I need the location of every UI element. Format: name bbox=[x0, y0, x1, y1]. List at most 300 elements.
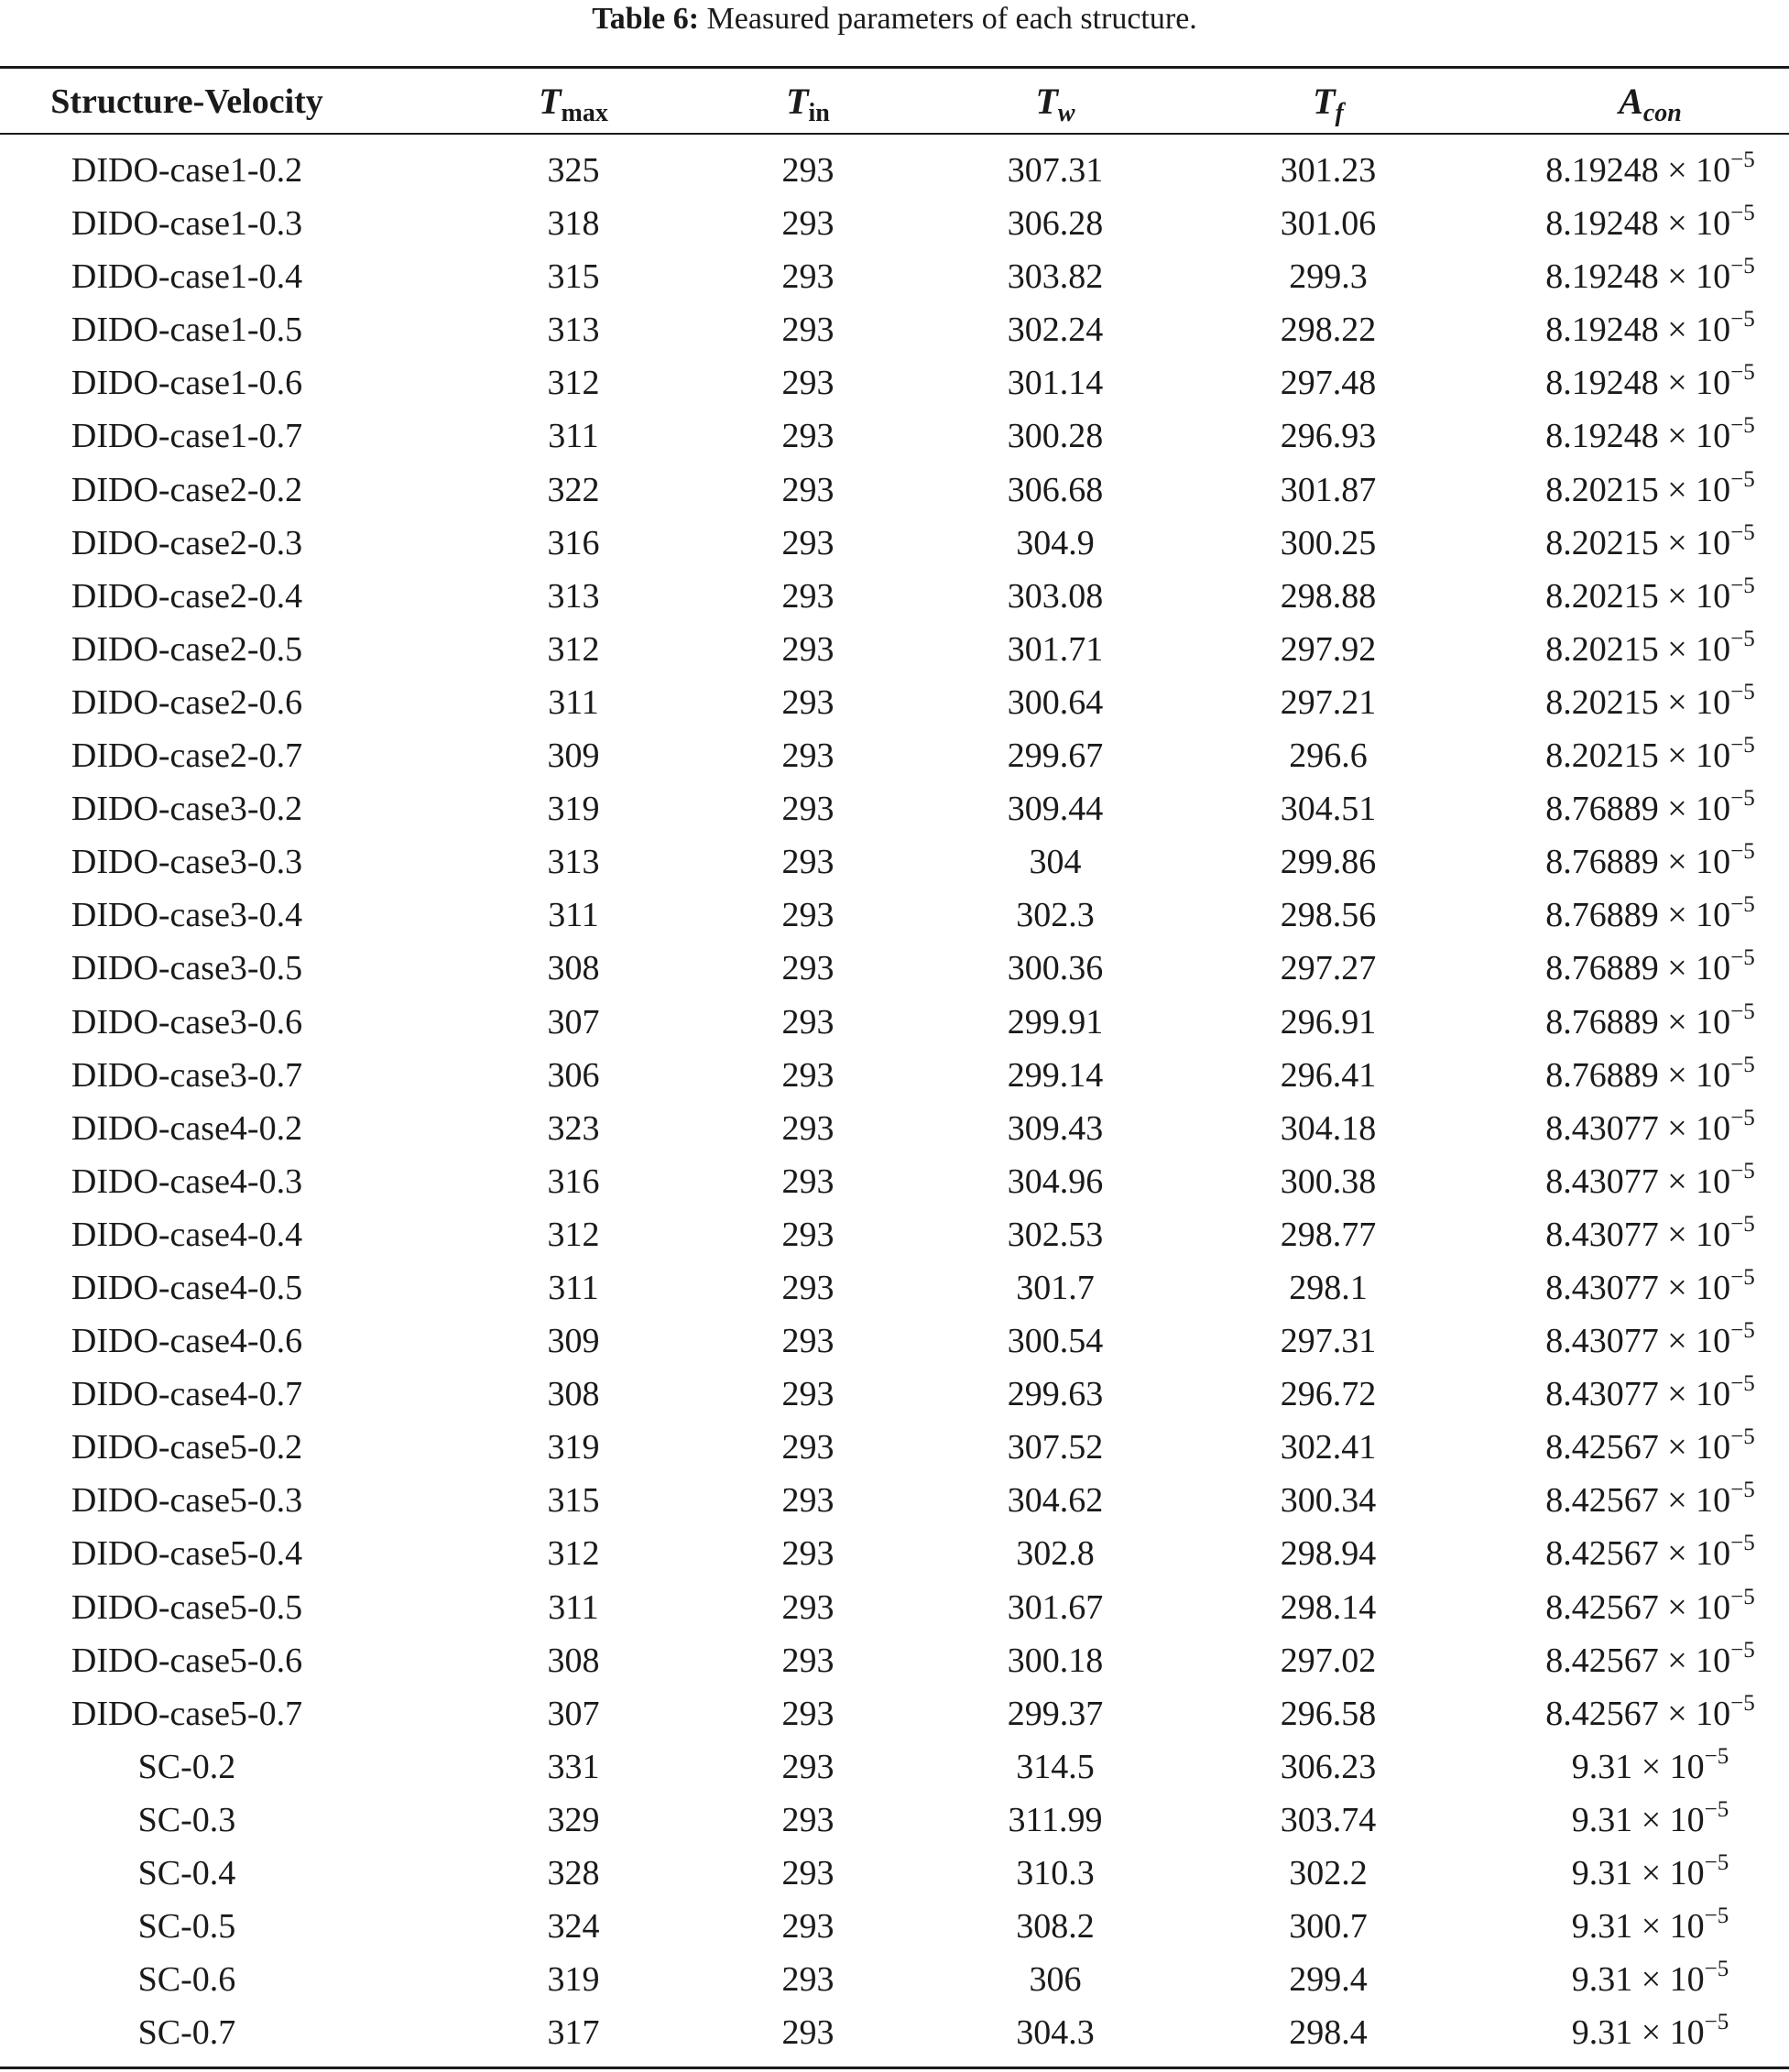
tin-cell: 293 bbox=[781, 204, 835, 244]
tw-cell: 302.53 bbox=[1007, 1215, 1104, 1254]
structure-velocity-cell: DIDO-case2-0.6 bbox=[71, 682, 303, 722]
tw-cell: 310.3 bbox=[1016, 1854, 1095, 1892]
tf-cell: 299.3 bbox=[1289, 257, 1368, 297]
tf-cell: 301.23 bbox=[1280, 151, 1377, 190]
table-header-rule bbox=[0, 133, 1789, 135]
tmax-cell: 312 bbox=[547, 1534, 600, 1574]
acon-cell bbox=[1511, 1847, 1789, 1900]
tf-cell: 297.27 bbox=[1280, 949, 1377, 988]
acon-mantissa: 8.76889 × 10 bbox=[1545, 843, 1731, 882]
acon-cell bbox=[1511, 1368, 1789, 1421]
acon-mantissa: 8.20215 × 10 bbox=[1545, 523, 1731, 562]
acon-mantissa: 8.76889 × 10 bbox=[1545, 949, 1731, 988]
tmax-cell: 331 bbox=[547, 1747, 600, 1786]
table-row bbox=[0, 197, 1789, 250]
acon-exponent: −5 bbox=[1730, 254, 1755, 279]
tin-cell: 293 bbox=[781, 1960, 835, 2000]
acon-exponent: −5 bbox=[1704, 2010, 1729, 2035]
acon-cell bbox=[1511, 517, 1789, 570]
structure-velocity-cell: DIDO-case4-0.3 bbox=[71, 1161, 303, 1201]
tmax-cell: 311 bbox=[548, 896, 599, 935]
acon-mantissa: 8.76889 × 10 bbox=[1545, 1002, 1731, 1041]
tin-cell: 293 bbox=[781, 1907, 835, 1947]
tf-cell: 296.72 bbox=[1280, 1375, 1377, 1414]
structure-velocity-cell: DIDO-case5-0.7 bbox=[71, 1694, 303, 1733]
table-row bbox=[0, 996, 1789, 1049]
acon-cell bbox=[1511, 1421, 1789, 1474]
acon-mantissa: 8.42567 × 10 bbox=[1545, 1641, 1731, 1680]
table-row bbox=[0, 782, 1789, 835]
tmax-cell: 319 bbox=[547, 790, 600, 829]
tw-cell: 303.82 bbox=[1007, 257, 1104, 297]
tf-cell: 298.56 bbox=[1280, 896, 1377, 935]
tf-cell: 302.41 bbox=[1280, 1428, 1377, 1467]
structure-velocity-cell: SC-0.6 bbox=[137, 1960, 236, 2000]
tw-cell: 299.37 bbox=[1007, 1694, 1104, 1733]
acon-cell bbox=[1511, 1261, 1789, 1314]
acon-cell bbox=[1511, 1953, 1789, 2006]
acon-mantissa: 8.20215 × 10 bbox=[1545, 682, 1731, 722]
tf-cell: 300.7 bbox=[1289, 1907, 1368, 1947]
table-row bbox=[0, 889, 1789, 942]
tin-cell: 293 bbox=[781, 2013, 835, 2053]
tw-cell: 299.67 bbox=[1007, 736, 1104, 776]
acon-mantissa: 8.43077 × 10 bbox=[1545, 1322, 1731, 1361]
tmax-cell: 308 bbox=[547, 1375, 600, 1414]
acon-mantissa: 8.19248 × 10 bbox=[1545, 417, 1731, 456]
table-row bbox=[0, 1049, 1789, 1102]
tf-cell: 306.23 bbox=[1280, 1747, 1377, 1786]
tin-cell: 293 bbox=[781, 1747, 835, 1786]
tin-cell: 293 bbox=[781, 151, 835, 190]
tin-cell: 293 bbox=[781, 949, 835, 988]
tw-cell: 304 bbox=[1029, 843, 1082, 882]
structure-velocity-cell: DIDO-case1-0.2 bbox=[71, 151, 303, 190]
tw-cell: 299.14 bbox=[1007, 1055, 1104, 1095]
tmax-cell: 315 bbox=[547, 257, 600, 297]
tw-cell: 306 bbox=[1029, 1960, 1082, 2000]
acon-exponent: −5 bbox=[1704, 1850, 1729, 1875]
acon-mantissa: 8.42567 × 10 bbox=[1545, 1481, 1731, 1521]
structure-velocity-cell: DIDO-case1-0.6 bbox=[71, 364, 303, 403]
tf-cell: 297.31 bbox=[1280, 1322, 1377, 1361]
tw-cell: 300.64 bbox=[1007, 682, 1104, 722]
table-row bbox=[0, 409, 1789, 463]
tin-cell: 293 bbox=[781, 1322, 835, 1361]
table-row bbox=[0, 1634, 1789, 1687]
tin-cell: 293 bbox=[781, 1800, 835, 1839]
acon-cell bbox=[1511, 1208, 1789, 1261]
tw-cell: 300.36 bbox=[1007, 949, 1104, 988]
acon-cell bbox=[1511, 623, 1789, 676]
tf-cell: 296.6 bbox=[1289, 736, 1368, 776]
table-row bbox=[0, 1421, 1789, 1474]
tin-cell: 293 bbox=[781, 1694, 835, 1733]
table-row bbox=[0, 1794, 1789, 1847]
acon-cell bbox=[1511, 676, 1789, 729]
acon-cell bbox=[1511, 1314, 1789, 1368]
acon-cell bbox=[1511, 889, 1789, 942]
structure-velocity-cell: DIDO-case1-0.3 bbox=[71, 204, 303, 244]
acon-exponent: −5 bbox=[1730, 201, 1755, 226]
tf-cell: 299.4 bbox=[1289, 1960, 1368, 2000]
structure-velocity-cell: DIDO-case3-0.4 bbox=[71, 896, 303, 935]
table-row bbox=[0, 623, 1789, 676]
tmax-cell: 311 bbox=[548, 417, 599, 456]
acon-mantissa: 8.19248 × 10 bbox=[1545, 311, 1731, 350]
header-tin-subscript: in bbox=[808, 99, 830, 127]
tmax-cell: 318 bbox=[547, 204, 600, 244]
tw-cell: 299.63 bbox=[1007, 1375, 1104, 1414]
header-tin bbox=[702, 73, 914, 130]
acon-exponent: −5 bbox=[1730, 1478, 1755, 1503]
tmax-cell: 309 bbox=[547, 1322, 600, 1361]
table-row bbox=[0, 1155, 1789, 1208]
acon-mantissa: 8.42567 × 10 bbox=[1545, 1428, 1731, 1467]
structure-velocity-cell: DIDO-case3-0.3 bbox=[71, 843, 303, 882]
structure-velocity-cell: DIDO-case5-0.2 bbox=[71, 1428, 303, 1467]
tmax-cell: 322 bbox=[547, 470, 600, 509]
acon-exponent: −5 bbox=[1730, 360, 1755, 386]
acon-exponent: −5 bbox=[1730, 1158, 1755, 1183]
tin-cell: 293 bbox=[781, 523, 835, 562]
acon-mantissa: 8.76889 × 10 bbox=[1545, 790, 1731, 829]
header-structure-velocity: Structure-Velocity bbox=[50, 82, 323, 121]
tf-cell: 299.86 bbox=[1280, 843, 1377, 882]
tw-cell: 299.91 bbox=[1007, 1002, 1104, 1041]
structure-velocity-cell: SC-0.2 bbox=[137, 1747, 236, 1786]
tin-cell: 293 bbox=[781, 1534, 835, 1574]
tin-cell: 293 bbox=[781, 364, 835, 403]
tf-cell: 298.22 bbox=[1280, 311, 1377, 350]
table-row bbox=[0, 1900, 1789, 1953]
header-tmax-subscript: max bbox=[561, 99, 608, 127]
tmax-cell: 319 bbox=[547, 1428, 600, 1467]
tin-cell: 293 bbox=[781, 1002, 835, 1041]
acon-exponent: −5 bbox=[1730, 307, 1755, 333]
acon-exponent: −5 bbox=[1704, 1796, 1729, 1822]
tf-cell: 300.38 bbox=[1280, 1161, 1377, 1201]
table-row bbox=[0, 463, 1789, 517]
tmax-cell: 313 bbox=[547, 311, 600, 350]
header-tmax-symbol: T bbox=[539, 81, 562, 122]
tin-cell: 293 bbox=[781, 1268, 835, 1307]
acon-mantissa: 8.43077 × 10 bbox=[1545, 1375, 1731, 1414]
tin-cell: 293 bbox=[781, 417, 835, 456]
acon-cell bbox=[1511, 1900, 1789, 1953]
acon-cell bbox=[1511, 1794, 1789, 1847]
structure-velocity-cell: DIDO-case3-0.6 bbox=[71, 1002, 303, 1041]
table-row bbox=[0, 570, 1789, 623]
table-row bbox=[0, 250, 1789, 303]
acon-exponent: −5 bbox=[1730, 839, 1755, 865]
acon-cell bbox=[1511, 1740, 1789, 1794]
acon-exponent: −5 bbox=[1730, 413, 1755, 439]
acon-exponent: −5 bbox=[1730, 1531, 1755, 1556]
acon-mantissa: 8.20215 × 10 bbox=[1545, 470, 1731, 509]
tin-cell: 293 bbox=[781, 1108, 835, 1148]
tw-cell: 303.08 bbox=[1007, 576, 1104, 616]
structure-velocity-cell: DIDO-case3-0.2 bbox=[71, 790, 303, 829]
tf-cell: 301.87 bbox=[1280, 470, 1377, 509]
tin-cell: 293 bbox=[781, 843, 835, 882]
tf-cell: 300.34 bbox=[1280, 1481, 1377, 1521]
acon-mantissa: 9.31 × 10 bbox=[1571, 1854, 1705, 1892]
acon-cell bbox=[1511, 303, 1789, 356]
tmax-cell: 311 bbox=[548, 1587, 599, 1627]
acon-exponent: −5 bbox=[1730, 998, 1755, 1024]
acon-mantissa: 8.42567 × 10 bbox=[1545, 1694, 1731, 1733]
acon-cell bbox=[1511, 1634, 1789, 1687]
tmax-cell: 312 bbox=[547, 629, 600, 669]
header-tw bbox=[949, 73, 1162, 130]
tf-cell: 296.91 bbox=[1280, 1002, 1377, 1041]
table-row bbox=[0, 2006, 1789, 2059]
acon-cell bbox=[1511, 835, 1789, 889]
acon-exponent: −5 bbox=[1730, 1052, 1755, 1077]
tin-cell: 293 bbox=[781, 1055, 835, 1095]
acon-mantissa: 9.31 × 10 bbox=[1571, 1960, 1705, 2000]
acon-mantissa: 8.19248 × 10 bbox=[1545, 204, 1731, 244]
acon-cell bbox=[1511, 729, 1789, 782]
tmax-cell: 312 bbox=[547, 1215, 600, 1254]
structure-velocity-cell: SC-0.7 bbox=[137, 2013, 236, 2053]
tmax-cell: 317 bbox=[547, 2013, 600, 2053]
header-acon-symbol: A bbox=[1619, 81, 1643, 122]
table-header bbox=[0, 73, 1789, 130]
tf-cell: 298.94 bbox=[1280, 1534, 1377, 1574]
acon-cell bbox=[1511, 1527, 1789, 1580]
structure-velocity-cell: DIDO-case5-0.6 bbox=[71, 1641, 303, 1680]
acon-cell bbox=[1511, 409, 1789, 463]
tf-cell: 304.18 bbox=[1280, 1108, 1377, 1148]
table-bottom-rule bbox=[0, 2067, 1789, 2069]
tw-cell: 304.62 bbox=[1007, 1481, 1104, 1521]
structure-velocity-cell: DIDO-case5-0.4 bbox=[71, 1534, 303, 1574]
tmax-cell: 307 bbox=[547, 1694, 600, 1733]
header-tw-subscript: w bbox=[1057, 99, 1075, 127]
acon-cell bbox=[1511, 144, 1789, 197]
tf-cell: 296.58 bbox=[1280, 1694, 1377, 1733]
tw-cell: 306.28 bbox=[1007, 204, 1104, 244]
table-row bbox=[0, 1102, 1789, 1155]
acon-mantissa: 8.19248 × 10 bbox=[1545, 364, 1731, 403]
acon-cell bbox=[1511, 2006, 1789, 2059]
acon-exponent: −5 bbox=[1730, 786, 1755, 812]
header-tin-symbol: T bbox=[786, 81, 809, 122]
acon-mantissa: 8.76889 × 10 bbox=[1545, 896, 1731, 935]
acon-mantissa: 8.43077 × 10 bbox=[1545, 1161, 1731, 1201]
tin-cell: 293 bbox=[781, 1854, 835, 1892]
acon-exponent: −5 bbox=[1730, 1371, 1755, 1397]
acon-exponent: −5 bbox=[1730, 733, 1755, 758]
acon-mantissa: 8.19248 × 10 bbox=[1545, 151, 1731, 190]
structure-velocity-cell: DIDO-case3-0.7 bbox=[71, 1055, 303, 1095]
acon-exponent: −5 bbox=[1730, 679, 1755, 704]
acon-mantissa: 8.20215 × 10 bbox=[1545, 576, 1731, 616]
tmax-cell: 311 bbox=[548, 682, 599, 722]
acon-cell bbox=[1511, 1687, 1789, 1740]
tw-cell: 302.8 bbox=[1016, 1534, 1095, 1574]
tf-cell: 297.92 bbox=[1280, 629, 1377, 669]
table-row bbox=[0, 1208, 1789, 1261]
acon-mantissa: 8.42567 × 10 bbox=[1545, 1534, 1731, 1574]
tin-cell: 293 bbox=[781, 629, 835, 669]
tf-cell: 298.77 bbox=[1280, 1215, 1377, 1254]
tin-cell: 293 bbox=[781, 896, 835, 935]
acon-exponent: −5 bbox=[1730, 147, 1755, 172]
tw-cell: 304.96 bbox=[1007, 1161, 1104, 1201]
table-caption-text: Measured parameters of each structure. bbox=[706, 2, 1197, 36]
header-tw-symbol: T bbox=[1035, 81, 1058, 122]
table-row bbox=[0, 729, 1789, 782]
acon-mantissa: 9.31 × 10 bbox=[1571, 1747, 1705, 1786]
acon-exponent: −5 bbox=[1704, 1743, 1729, 1769]
tf-cell: 298.14 bbox=[1280, 1587, 1377, 1627]
tmax-cell: 313 bbox=[547, 843, 600, 882]
acon-mantissa: 9.31 × 10 bbox=[1571, 1800, 1705, 1839]
acon-exponent: −5 bbox=[1704, 1957, 1729, 1982]
structure-velocity-cell: DIDO-case4-0.5 bbox=[71, 1268, 303, 1307]
tw-cell: 301.71 bbox=[1007, 629, 1104, 669]
acon-exponent: −5 bbox=[1730, 1211, 1755, 1237]
tin-cell: 293 bbox=[781, 1481, 835, 1521]
table-row bbox=[0, 356, 1789, 409]
tf-cell: 296.41 bbox=[1280, 1055, 1377, 1095]
table-row bbox=[0, 1581, 1789, 1634]
acon-cell bbox=[1511, 1474, 1789, 1527]
tmax-cell: 308 bbox=[547, 1641, 600, 1680]
tin-cell: 293 bbox=[781, 1641, 835, 1680]
tin-cell: 293 bbox=[781, 682, 835, 722]
table-row bbox=[0, 835, 1789, 889]
tf-cell: 297.21 bbox=[1280, 682, 1377, 722]
table-caption-label: Table 6: bbox=[592, 2, 700, 36]
tmax-cell: 313 bbox=[547, 576, 600, 616]
tmax-cell: 329 bbox=[547, 1800, 600, 1839]
tf-cell: 297.02 bbox=[1280, 1641, 1377, 1680]
acon-cell bbox=[1511, 250, 1789, 303]
table-row bbox=[0, 144, 1789, 197]
tin-cell: 293 bbox=[781, 736, 835, 776]
header-tf bbox=[1222, 73, 1434, 130]
tw-cell: 304.3 bbox=[1016, 2013, 1095, 2053]
acon-mantissa: 8.19248 × 10 bbox=[1545, 257, 1731, 297]
acon-cell bbox=[1511, 570, 1789, 623]
header-acon bbox=[1511, 73, 1789, 130]
tmax-cell: 325 bbox=[547, 151, 600, 190]
structure-velocity-cell: DIDO-case2-0.2 bbox=[71, 470, 303, 509]
tmax-cell: 312 bbox=[547, 364, 600, 403]
structure-velocity-cell: DIDO-case3-0.5 bbox=[71, 949, 303, 988]
header-tf-symbol: T bbox=[1313, 81, 1336, 122]
structure-velocity-cell: DIDO-case5-0.3 bbox=[71, 1481, 303, 1521]
header-acon-subscript: con bbox=[1642, 99, 1682, 127]
structure-velocity-cell: DIDO-case2-0.5 bbox=[71, 629, 303, 669]
acon-mantissa: 8.20215 × 10 bbox=[1545, 736, 1731, 776]
acon-cell bbox=[1511, 356, 1789, 409]
tf-cell: 304.51 bbox=[1280, 790, 1377, 829]
tmax-cell: 311 bbox=[548, 1268, 599, 1307]
tw-cell: 304.9 bbox=[1016, 523, 1095, 562]
acon-mantissa: 8.43077 × 10 bbox=[1545, 1108, 1731, 1148]
acon-mantissa: 8.43077 × 10 bbox=[1545, 1268, 1731, 1307]
tw-cell: 311.99 bbox=[1008, 1800, 1103, 1839]
table-caption bbox=[0, 0, 1789, 38]
acon-mantissa: 8.76889 × 10 bbox=[1545, 1055, 1731, 1095]
acon-cell bbox=[1511, 463, 1789, 517]
acon-exponent: −5 bbox=[1730, 466, 1755, 492]
table-row bbox=[0, 676, 1789, 729]
structure-velocity-cell: DIDO-case2-0.7 bbox=[71, 736, 303, 776]
header-tmax bbox=[467, 73, 680, 130]
tw-cell: 300.54 bbox=[1007, 1322, 1104, 1361]
tmax-cell: 306 bbox=[547, 1055, 600, 1095]
table-row bbox=[0, 303, 1789, 356]
tf-cell: 298.4 bbox=[1289, 2013, 1368, 2053]
tw-cell: 306.68 bbox=[1007, 470, 1104, 509]
acon-exponent: −5 bbox=[1730, 1637, 1755, 1663]
acon-exponent: −5 bbox=[1730, 573, 1755, 598]
structure-velocity-cell: DIDO-case1-0.7 bbox=[71, 417, 303, 456]
tw-cell: 300.18 bbox=[1007, 1641, 1104, 1680]
tw-cell: 300.28 bbox=[1007, 417, 1104, 456]
header-tf-subscript: f bbox=[1335, 99, 1344, 127]
tin-cell: 293 bbox=[781, 790, 835, 829]
tmax-cell: 309 bbox=[547, 736, 600, 776]
structure-velocity-cell: DIDO-case4-0.2 bbox=[71, 1108, 303, 1148]
table-row bbox=[0, 1847, 1789, 1900]
acon-exponent: −5 bbox=[1730, 892, 1755, 918]
acon-cell bbox=[1511, 1155, 1789, 1208]
tmax-cell: 316 bbox=[547, 523, 600, 562]
tw-cell: 309.44 bbox=[1007, 790, 1104, 829]
tin-cell: 293 bbox=[781, 1161, 835, 1201]
table-row bbox=[0, 1261, 1789, 1314]
acon-exponent: −5 bbox=[1730, 945, 1755, 971]
acon-exponent: −5 bbox=[1730, 1690, 1755, 1716]
acon-exponent: −5 bbox=[1704, 1903, 1729, 1929]
table-row bbox=[0, 1314, 1789, 1368]
tf-cell: 298.1 bbox=[1289, 1268, 1368, 1307]
tin-cell: 293 bbox=[781, 470, 835, 509]
structure-velocity-cell: DIDO-case2-0.3 bbox=[71, 523, 303, 562]
table-row bbox=[0, 1740, 1789, 1794]
acon-cell bbox=[1511, 996, 1789, 1049]
tmax-cell: 307 bbox=[547, 1002, 600, 1041]
acon-mantissa: 8.43077 × 10 bbox=[1545, 1215, 1731, 1254]
structure-velocity-cell: SC-0.4 bbox=[137, 1854, 236, 1892]
table-row bbox=[0, 1368, 1789, 1421]
table-body bbox=[0, 144, 1789, 2059]
tw-cell: 302.24 bbox=[1007, 311, 1104, 350]
tw-cell: 314.5 bbox=[1016, 1747, 1095, 1786]
tf-cell: 302.2 bbox=[1289, 1854, 1368, 1892]
acon-exponent: −5 bbox=[1730, 626, 1755, 651]
table-row bbox=[0, 1687, 1789, 1740]
table-row bbox=[0, 1527, 1789, 1580]
acon-exponent: −5 bbox=[1730, 1105, 1755, 1130]
tf-cell: 297.48 bbox=[1280, 364, 1377, 403]
acon-mantissa: 9.31 × 10 bbox=[1571, 1907, 1705, 1947]
structure-velocity-cell: DIDO-case1-0.4 bbox=[71, 257, 303, 297]
tw-cell: 301.14 bbox=[1007, 364, 1104, 403]
tw-cell: 307.31 bbox=[1007, 151, 1104, 190]
structure-velocity-cell: DIDO-case4-0.7 bbox=[71, 1375, 303, 1414]
tmax-cell: 319 bbox=[547, 1960, 600, 2000]
tw-cell: 301.7 bbox=[1016, 1268, 1095, 1307]
structure-velocity-cell: DIDO-case4-0.4 bbox=[71, 1215, 303, 1254]
